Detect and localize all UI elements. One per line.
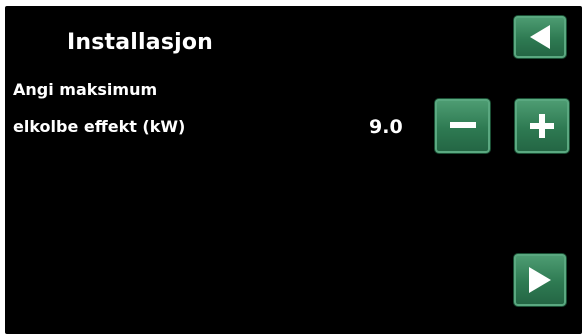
plus-icon [530, 114, 554, 138]
back-button[interactable] [514, 16, 566, 58]
next-button[interactable] [514, 254, 566, 306]
setting-label-line1: Angi maksimum [13, 80, 158, 99]
setting-label-line2: elkolbe effekt (kW) [13, 117, 186, 136]
display-screen [5, 6, 582, 334]
minus-icon [450, 122, 476, 130]
triangle-right-icon [527, 266, 553, 294]
triangle-left-icon [528, 24, 552, 50]
setting-value: 9.0 [369, 116, 403, 138]
decrease-button[interactable] [435, 99, 490, 153]
page-title: Installasjon [67, 30, 214, 55]
increase-button[interactable] [515, 99, 569, 153]
